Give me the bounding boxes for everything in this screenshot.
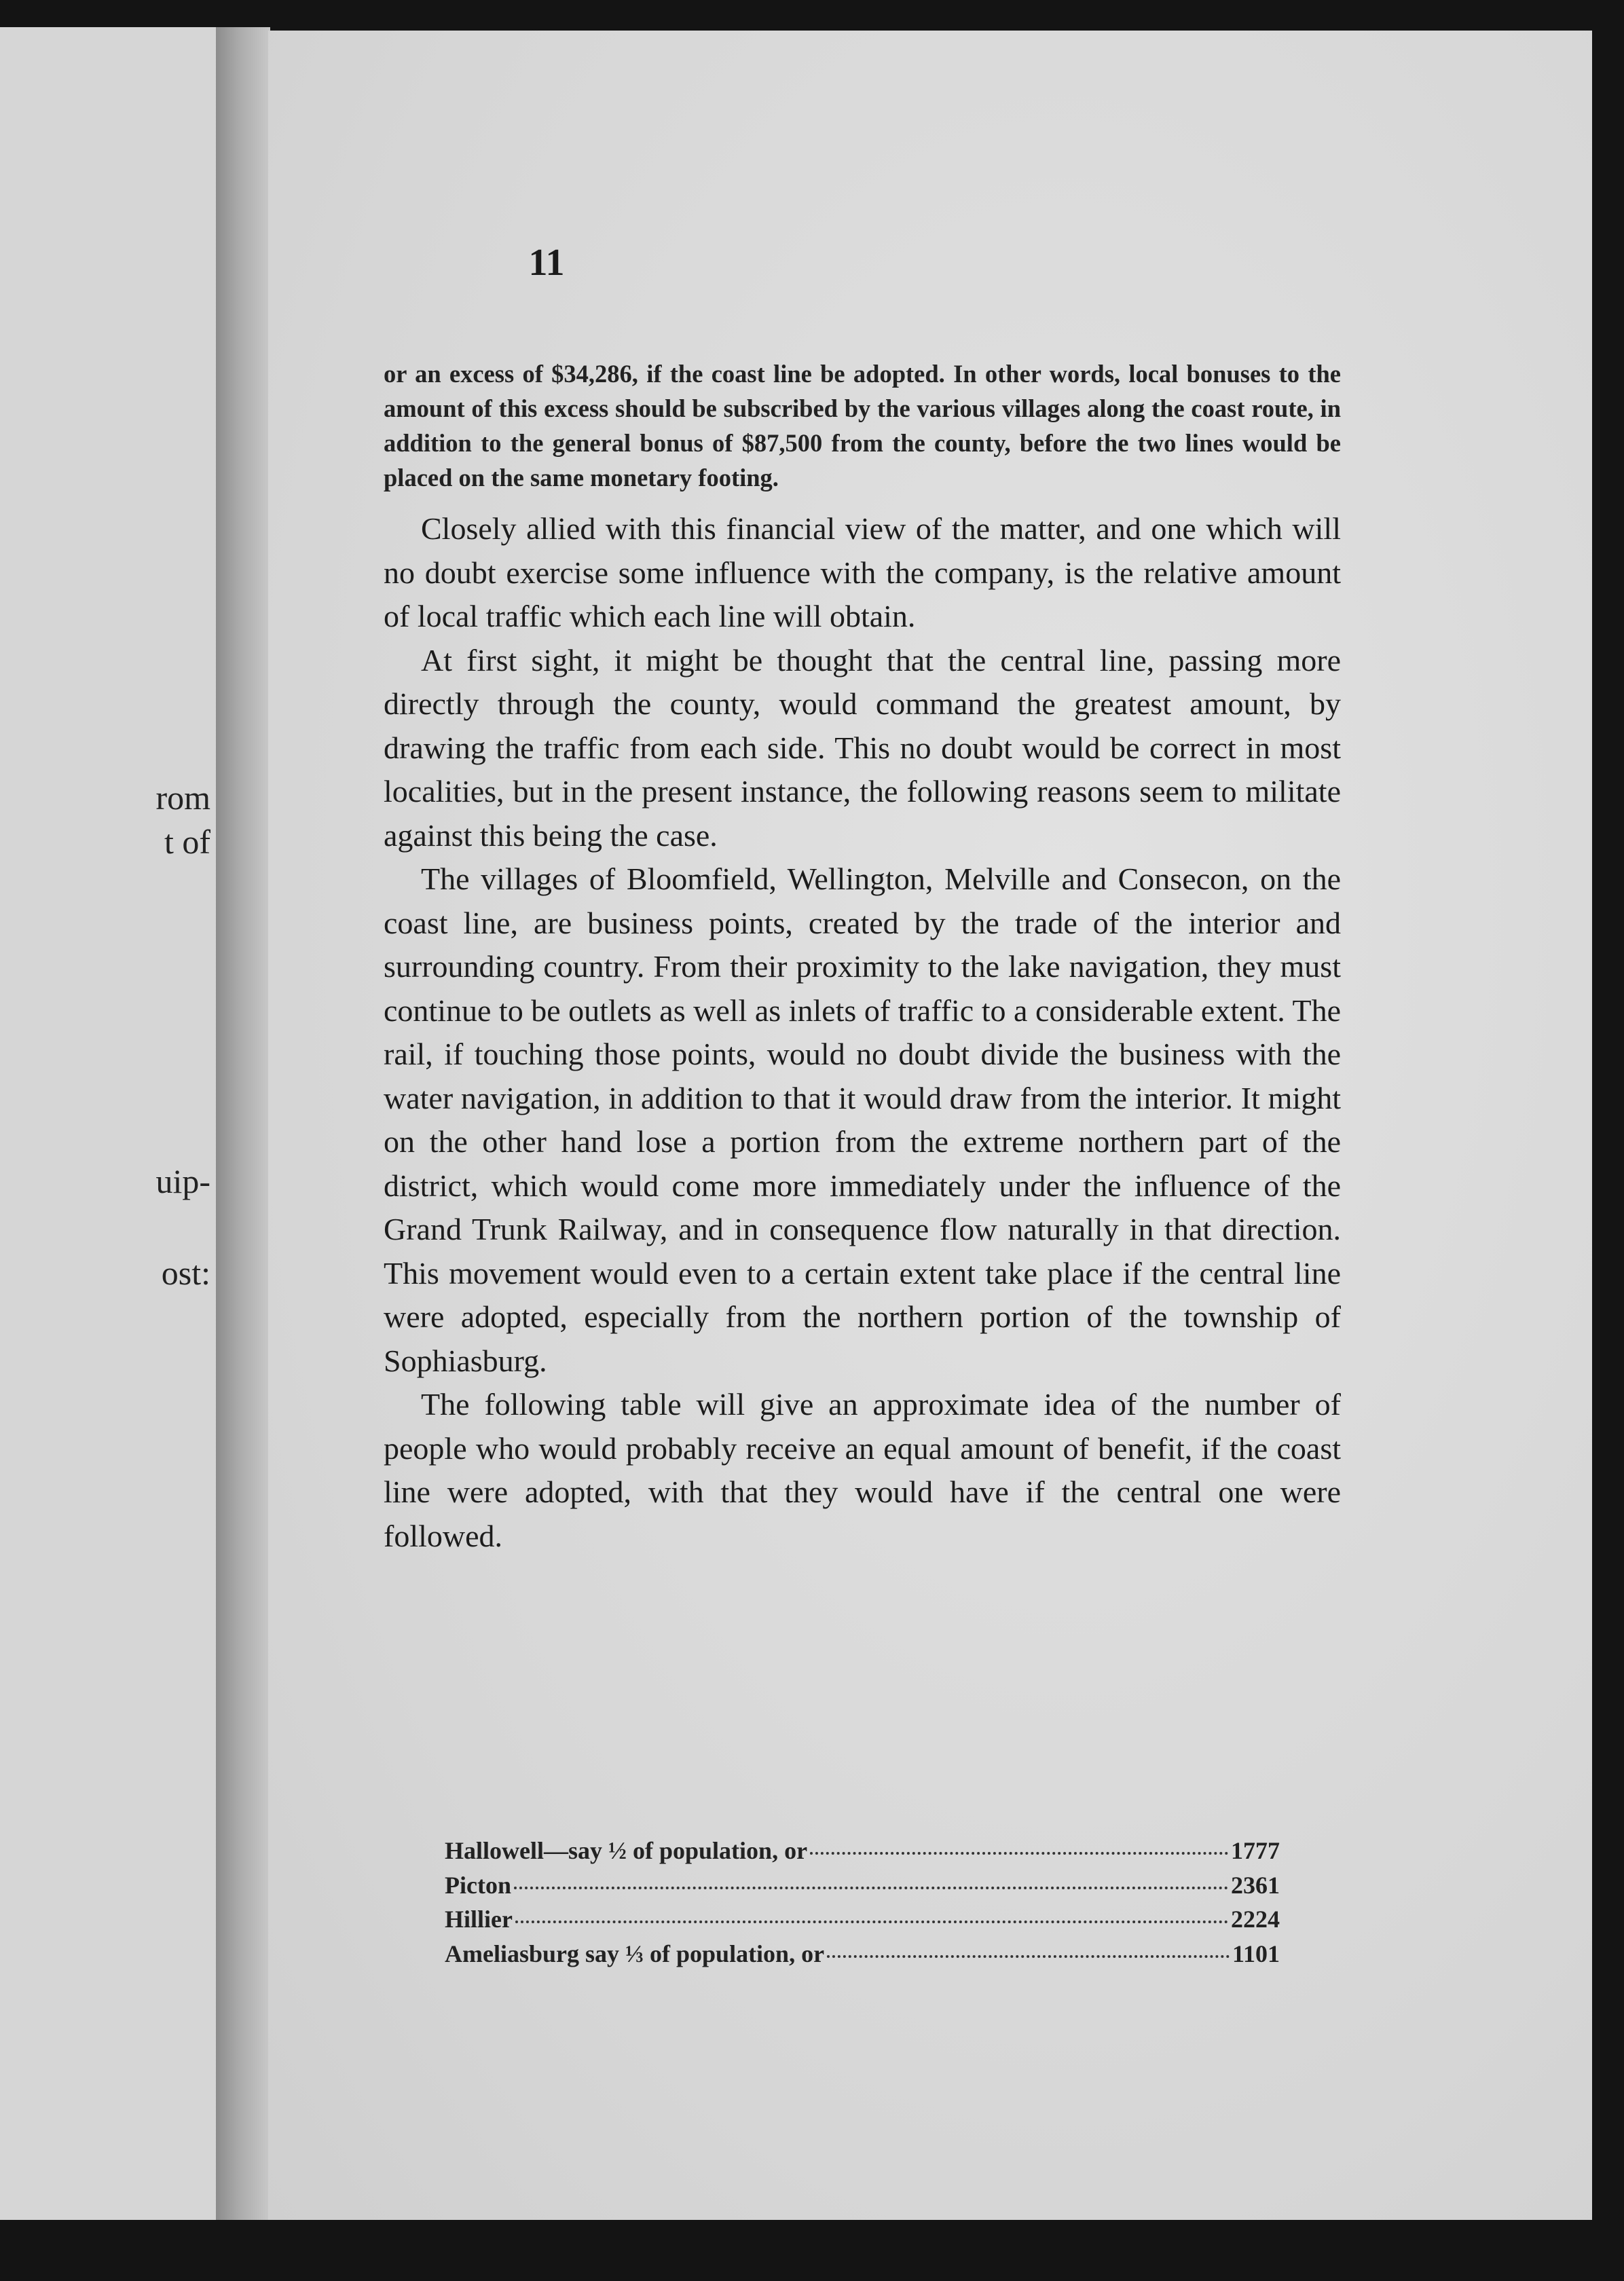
left-page-fragment: ost: (161, 1254, 210, 1292)
page-body (384, 356, 1341, 1558)
row-value: 2361 (1231, 1871, 1280, 1899)
left-page-fragment: uip- (155, 1162, 210, 1200)
dot-leader (810, 1852, 1228, 1855)
row-label: Ameliasburg say ⅓ of population, or (445, 1940, 825, 1967)
left-page-fragment: t of (164, 823, 210, 861)
row-label: Hallowell—say ½ of population, or (445, 1837, 808, 1864)
table-row (445, 1940, 1280, 1974)
table-row (445, 1871, 1280, 1906)
left-page-fragment: rom (155, 779, 210, 817)
row-value: 2224 (1231, 1906, 1280, 1933)
body-paragraph: The villages of Bloomfield, Wellington, Melville and Consecon, on the coast line, are business points, created by the trade of the interior and surrounding country. From their proximity to the lake navigation, they must continue to be outlets as well as inlets of traffic to a considerable extent. The rail, if touching those points, would no doubt divide the business with the water navigation, in addition to that it would draw from the interior. It might on the other hand lose a portion from the extreme northern part of the district, which would come more immediately under the influence of the Grand Trunk Railway, and in consequence flow naturally in that direction. This movement would even to a certain extent take place if the central line were adopted, especially from the northern portion of the township of Sophiasburg. (384, 861, 1341, 1378)
intro-paragraph: or an excess of $34,286, if the coast line be adopted. In other words, local bonuses to the amount of this excess should be subscribed by the various villages along the coast route, in addition to the general bonus of $87,500 from the county, before the two lines would be placed on the same monetary footing. (384, 360, 1341, 492)
dot-leader (827, 1955, 1230, 1958)
body-paragraph: The following table will give an approximate idea of the number of people who would probably receive an equal amount of benefit, if the coast line were adopted, with that they would have if the central one were followed. (384, 1387, 1341, 1553)
row-label: Picton (445, 1871, 511, 1899)
row-value: 1777 (1231, 1837, 1280, 1864)
dot-leader (514, 1887, 1228, 1889)
body-paragraph: Closely allied with this financial view of the matter, and one which will no doubt exercise some influence with the company, is the relative amount of local traffic which each line will obtain. (384, 511, 1341, 633)
table-row (445, 1905, 1280, 1940)
table-row (445, 1836, 1280, 1871)
page-number: 11 (528, 242, 565, 284)
row-value: 1101 (1232, 1940, 1280, 1967)
body-paragraph: At first sight, it might be thought that the central line, passing more directly through the county, would command the greatest amount, by drawing the traffic from each side. This no doubt would be correct in most localities, but in the present instance, the following reasons seem to militate against this being the case. (384, 642, 1341, 853)
population-table (445, 1836, 1280, 1973)
dot-leader (515, 1921, 1228, 1923)
left-page-edge (0, 27, 224, 2220)
row-label: Hillier (445, 1906, 513, 1933)
book-gutter (216, 27, 270, 2220)
